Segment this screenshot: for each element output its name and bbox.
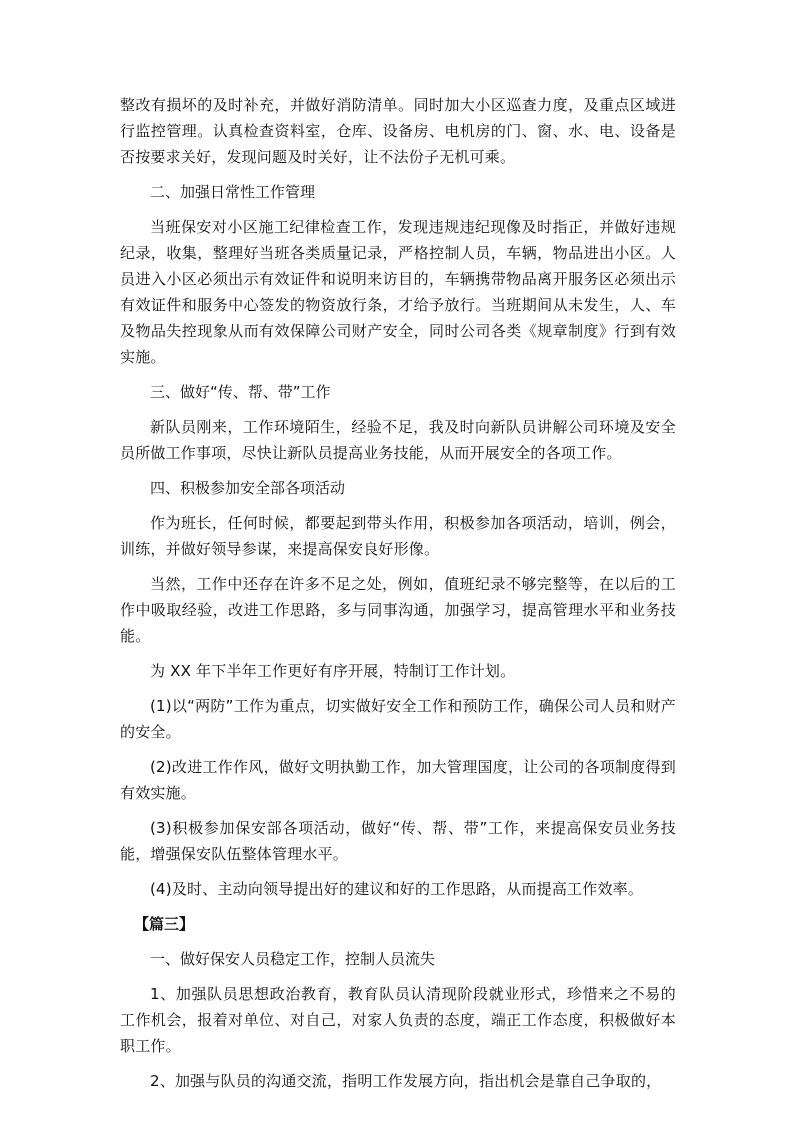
paragraph-activities: 作为班长，任何时候，都要起到带头作用，积极参加各项活动，培训，例会，训练，并做好领导参谋，来提高保安良好形像。 xyxy=(120,514,676,558)
paragraph-inspection-continued: 整改有损坏的及时补充，并做好消防清单。同时加大小区巡查力度，及重点区域进行监控管理。认真检查资料室，仓库、设备房、电机房的门、窗、水、电、设备是否按要求关好，发现问题及时关好，让不法份子无机可乘。 xyxy=(120,96,676,166)
plan-item-1: (1)以“两防”工作为重点，切实做好安全工作和预防工作，确保公司人员和财产的安全。 xyxy=(120,697,676,741)
plan-item-2: (2)改进工作作风，做好文明执勤工作，加大管理国度，让公司的各项制度得到有效实施。 xyxy=(120,758,676,802)
heading-activities: 四、积极参加安全部各项活动 xyxy=(150,479,346,497)
paragraph-daily-management: 当班保安对小区施工纪律检查工作，发现违规违纪现像及时指正，并做好违规纪录，收集，整理好当班各类质量记录，严格控制人员，车辆，物品进出小区。人员进入小区必须出示有效证件和说明来访目的，车辆携带物品离开服务区必须出示有效证件和服务中心签发的物资放行条，才给予放行。当班期间从未发生，人、车及物品失控现象从而有效保障公司财产安全，同时公司各类《规章制度》行到有效实施。 xyxy=(120,218,676,366)
paragraph-political-education: 1、加强队员思想政治教育，教育队员认清现阶段就业形式，珍惜来之不易的工作机会，报着对单位、对自己，对家人负责的态度，端正工作态度，积极做好本职工作。 xyxy=(120,985,676,1055)
heading-mentoring: 三、做好“传、帮、带”工作 xyxy=(150,383,331,401)
plan-item-4: (4)及时、主动向领导提出好的建议和好的工作思路，从而提高工作效率。 xyxy=(150,880,644,898)
paragraph-shortcomings: 当然，工作中还存在许多不足之处，例如，值班纪录不够完整等，在以后的工作中吸取经验，改进工作思路，多与同事沟通，加强学习，提高管理水平和业务技能。 xyxy=(120,575,676,645)
plan-item-3: (3)积极参加保安部各项活动，做好“传、帮、带”工作，来提高保安员业务技能，增强保安队伍整体管理水平。 xyxy=(120,819,676,863)
heading-daily-management: 二、加强日常性工作管理 xyxy=(150,183,316,201)
section-title-part-three: 【篇三】 xyxy=(134,915,195,933)
paragraph-communication: 2、加强与队员的沟通交流，指明工作发展方向，指出机会是靠自己争取的， xyxy=(150,1072,662,1090)
document-body xyxy=(120,92,676,1103)
paragraph-mentoring: 新队员刚来，工作环境陌生，经验不足，我及时向新队员讲解公司环境及安全员所做工作事项，尽快让新队员提高业务技能，从而开展安全的各项工作。 xyxy=(120,418,676,462)
paragraph-plan-intro: 为 XX 年下半年工作更好有序开展，特制订工作计划。 xyxy=(150,662,516,680)
heading-staff-stability: 一、做好保安人员稳定工作，控制人员流失 xyxy=(150,950,436,968)
